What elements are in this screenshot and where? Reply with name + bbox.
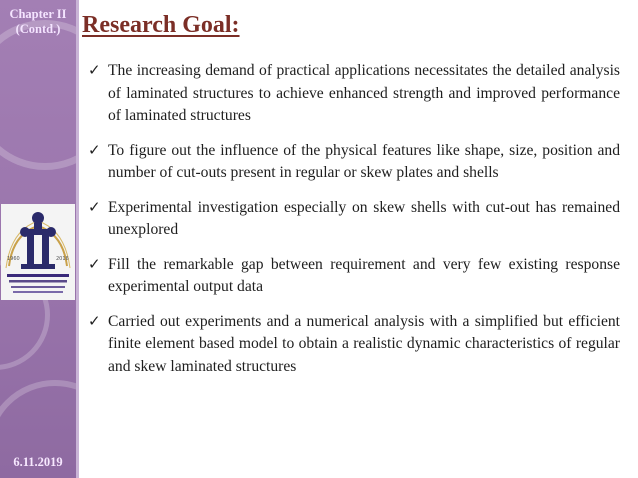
bullet-text: The increasing demand of practical applications necessitates the detailed analysis of laminated structures to achieve enhanced strength and improved performance of laminated structures [108,62,620,124]
bullet-item [88,60,620,128]
checkmark-icon: ✓ [88,61,101,79]
slide-title: Research Goal: [82,12,240,38]
bullet-item [88,311,620,379]
chapter-line-1: Chapter II [9,7,67,21]
bullet-text: To figure out the influence of the physical features like shape, size, position and number of cut-outs present in regular or skew plates and shells [108,141,620,181]
chapter-line-2: (Contd.) [15,22,61,36]
bullet-item [88,197,620,242]
bullet-text: Experimental investigation especially on skew shells with cut-out has remained unexplored [108,198,620,238]
checkmark-icon: ✓ [88,254,101,273]
slide-date: 6.11.2019 [13,455,63,469]
bullet-text: Fill the remarkable gap between requirement and very few existing response experimental output data [108,255,620,295]
checkmark-icon: ✓ [88,311,101,330]
checkmark-icon: ✓ [88,197,101,216]
decorative-ring [0,20,76,170]
institute-logo [1,204,75,300]
chapter-label [0,7,76,37]
bullet-list [88,60,620,390]
bullet-text: Carried out experiments and a numerical analysis with a simplified but efficient finite element based model to obtain a realistic dynamic characteristics of regular and skew laminated structures [108,312,620,375]
bullet-item [88,254,620,299]
institute-emblem-icon [1,204,75,300]
checkmark-icon: ✓ [88,140,101,159]
logo-year-right: 2016 [56,256,69,262]
logo-year-left: 1960 [7,256,20,262]
bullet-item [88,140,620,185]
sidebar-divider [76,0,79,478]
sidebar [0,0,76,478]
